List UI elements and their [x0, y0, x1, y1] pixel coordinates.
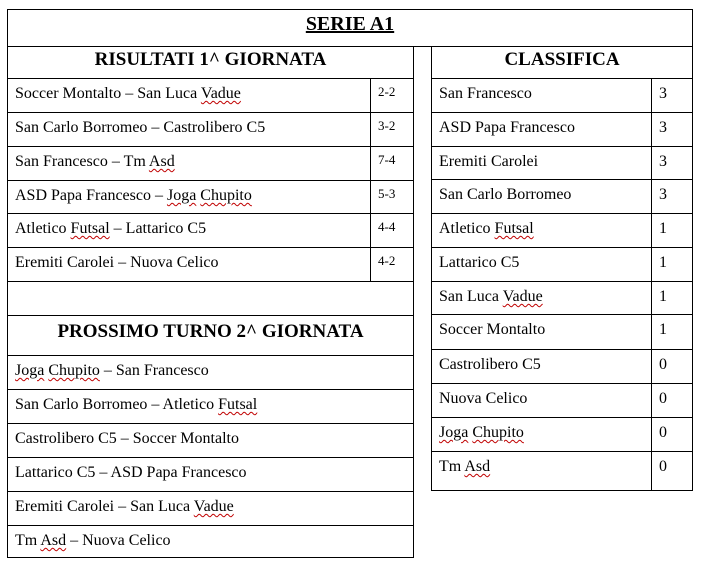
match-separator: – [147, 396, 163, 413]
match-separator: – [95, 464, 111, 481]
next-round-heading-divider [7, 355, 414, 356]
result-row [15, 120, 265, 136]
next-round-heading-divider-top [7, 315, 414, 316]
standing-team [439, 187, 571, 203]
row-divider [431, 417, 693, 418]
away-team: Soccer Montalto [132, 430, 239, 447]
standing-points: 0 [659, 390, 667, 407]
team-name: Nuova Celico [439, 390, 528, 407]
match-score: 2-2 [378, 84, 396, 99]
match-separator: – [99, 362, 116, 379]
team-name: ASD Papa Francesco [439, 119, 575, 136]
team-name: Joga Chupito [439, 424, 524, 441]
standing-points: 0 [659, 458, 667, 475]
home-team: Castrolibero C5 [15, 430, 117, 447]
match-separator: – [121, 85, 138, 102]
standing-team [439, 86, 532, 102]
away-team: Nuova Celico [82, 532, 171, 549]
fixture-row [15, 431, 239, 447]
standing-team [439, 459, 490, 475]
score-column-divider [370, 78, 371, 281]
away-team: Joga Chupito [166, 187, 252, 204]
row-divider [7, 146, 414, 147]
results-heading: RISULTATI 1^ GIORNATA [94, 49, 327, 70]
home-team: San Francesco [15, 153, 108, 170]
fixture-row [15, 363, 209, 379]
row-divider [7, 112, 414, 113]
home-team: ASD Papa Francesco [15, 187, 151, 204]
standing-team [439, 289, 543, 305]
standing-points: 0 [659, 424, 667, 441]
row-divider [7, 423, 414, 424]
row-divider [7, 180, 414, 181]
match-separator: – [109, 220, 126, 237]
fixture-row [15, 499, 234, 515]
match-score: 3-2 [378, 118, 396, 133]
home-team: San Carlo Borromeo [15, 396, 148, 413]
standing-team [439, 120, 575, 136]
row-divider [431, 314, 693, 315]
away-team: San Francesco [115, 362, 209, 379]
page-title [7, 9, 693, 47]
row-divider [431, 112, 693, 113]
standing-team [439, 357, 541, 373]
result-row [15, 188, 252, 204]
standing-points: 1 [659, 288, 667, 305]
match-score: 4-4 [378, 219, 396, 234]
standing-points: 0 [659, 356, 667, 373]
row-divider [431, 349, 693, 350]
standing-points: 3 [659, 85, 667, 102]
away-team: ASD Papa Francesco [110, 464, 247, 481]
team-name: Eremiti Carolei [439, 153, 539, 170]
away-team: Nuova Celico [130, 254, 219, 271]
row-divider [431, 179, 693, 180]
team-name: Castrolibero C5 [439, 356, 541, 373]
match-score: 5-3 [378, 186, 396, 201]
row-divider [7, 491, 414, 492]
standing-points: 3 [659, 186, 667, 203]
row-divider [7, 247, 414, 248]
team-name: Soccer Montalto [439, 321, 546, 338]
team-name: San Francesco [439, 85, 532, 102]
standing-points: 1 [659, 321, 667, 338]
standing-team [439, 322, 545, 338]
match-score: 7-4 [378, 152, 396, 167]
match-separator: – [150, 187, 167, 204]
row-divider [7, 281, 414, 282]
result-row [15, 221, 206, 237]
away-team: Castrolibero C5 [163, 119, 266, 136]
result-row [15, 154, 175, 170]
row-divider [7, 525, 414, 526]
standing-points: 1 [659, 254, 667, 271]
row-divider [431, 281, 693, 282]
standing-points: 3 [659, 119, 667, 136]
home-team: Eremiti Carolei [15, 498, 115, 515]
team-name: Lattarico C5 [439, 254, 520, 271]
row-divider [7, 457, 414, 458]
results-heading-divider [7, 78, 414, 79]
row-divider [7, 389, 414, 390]
home-team: Lattarico C5 [15, 464, 96, 481]
standing-team [439, 391, 527, 407]
row-divider [431, 383, 693, 384]
row-divider [7, 213, 414, 214]
match-score: 4-2 [378, 253, 396, 268]
standing-team [439, 154, 538, 170]
points-column-divider [651, 78, 652, 491]
team-name: San Luca Vadue [439, 288, 543, 305]
away-team: Atletico Futsal [162, 396, 258, 413]
team-name: Tm Asd [439, 458, 491, 475]
home-team: Atletico Futsal [15, 220, 110, 237]
row-divider [431, 247, 693, 248]
team-name: San Carlo Borromeo [439, 186, 572, 203]
row-divider [431, 451, 693, 452]
row-divider [431, 146, 693, 147]
result-row [15, 255, 219, 271]
next-round-heading: PROSSIMO TURNO 2^ GIORNATA [57, 321, 364, 342]
away-team: Lattarico C5 [125, 220, 207, 237]
home-team: Eremiti Carolei [15, 254, 115, 271]
home-team: San Carlo Borromeo [15, 119, 148, 136]
page-title-text: SERIE A1 [305, 13, 395, 35]
match-separator: – [147, 119, 164, 136]
standing-team [439, 255, 519, 271]
away-team: San Luca Vadue [130, 498, 234, 515]
home-team: Soccer Montalto [15, 85, 122, 102]
away-team: Tm Asd [123, 153, 175, 170]
standing-team [439, 221, 534, 237]
match-separator: – [66, 532, 83, 549]
match-separator: – [116, 430, 133, 447]
standings-heading: CLASSIFICA [504, 49, 620, 70]
standing-points: 3 [659, 153, 667, 170]
standings-heading-divider [431, 78, 693, 79]
row-divider [431, 213, 693, 214]
match-separator: – [114, 254, 131, 271]
home-team: Joga Chupito [15, 362, 100, 379]
match-separator: – [114, 498, 131, 515]
standing-points: 1 [659, 220, 667, 237]
away-team: San Luca Vadue [137, 85, 241, 102]
fixture-row [15, 397, 257, 413]
match-separator: – [107, 153, 124, 170]
fixture-row [15, 465, 247, 481]
result-row [15, 86, 241, 102]
home-team: Tm Asd [15, 532, 67, 549]
standing-team [439, 425, 524, 441]
fixture-row [15, 533, 171, 549]
team-name: Atletico Futsal [439, 220, 534, 237]
